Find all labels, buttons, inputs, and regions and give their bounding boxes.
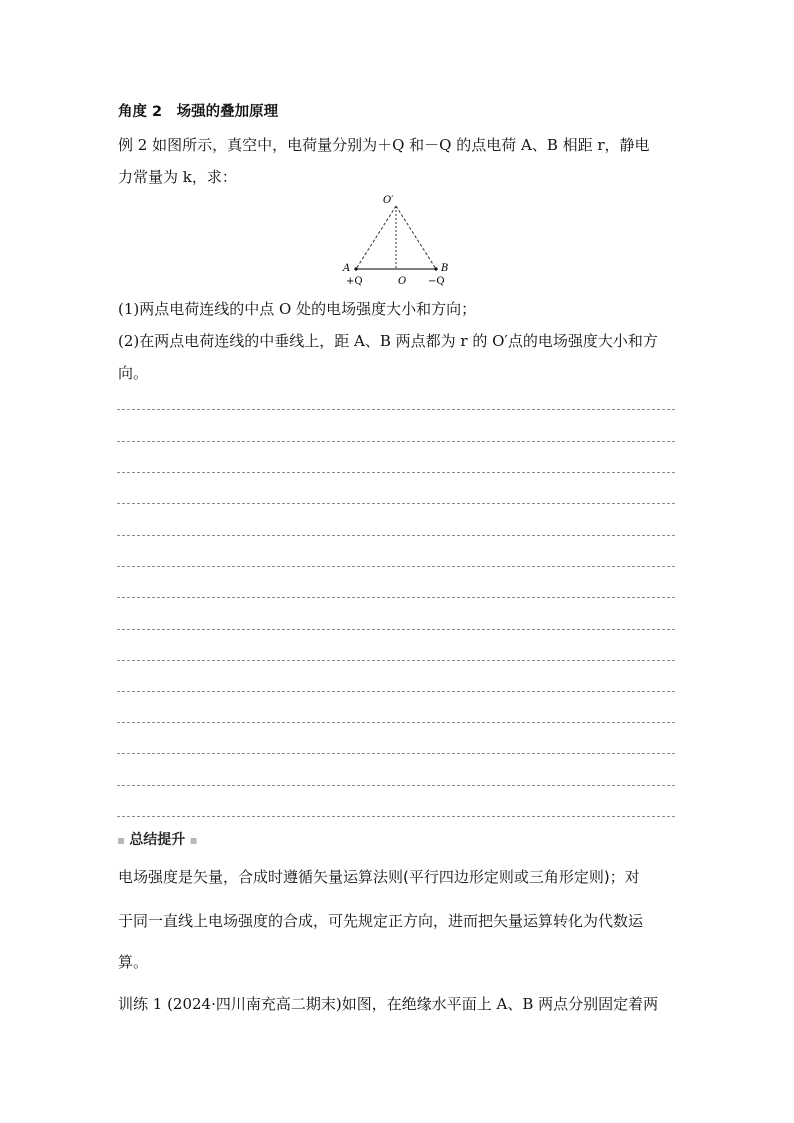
question-1: (1)两点电荷连线的中点 O 处的电场强度大小和方向； (118, 300, 477, 318)
answer-line[interactable] (117, 785, 675, 786)
charge-b-point (434, 267, 437, 270)
answer-line[interactable] (117, 660, 675, 661)
summary-line-1: 电场强度是矢量，合成时遵循矢量运算法则(平行四边形定则或三角形定则)；对 (118, 868, 640, 886)
label-o-prime: O′ (383, 195, 394, 206)
summary-line-3: 算。 (118, 953, 149, 971)
example-text-line-1: 例 2 如图所示，真空中，电荷量分别为＋Q 和－Q 的点电荷 A、B 相距 r，静电 (118, 136, 650, 154)
answer-line[interactable] (117, 503, 675, 504)
training-line-1: 训练 1 (2024·四川南充高二期末)如图，在绝缘水平面上 A、B 两点分别固定着两 (118, 995, 659, 1013)
summary-heading (117, 829, 198, 849)
question-2-line-1: (2)在两点电荷连线的中垂线上，距 A、B 两点都为 r 的 O′点的电场强度大小和方 (118, 332, 658, 350)
charge-a-point (354, 267, 357, 270)
section-heading: 角度 2 场强的叠加原理 (118, 104, 279, 120)
answer-line[interactable] (117, 409, 675, 410)
dashed-line-b (396, 206, 436, 269)
answer-line[interactable] (117, 535, 675, 536)
answer-line[interactable] (117, 816, 675, 817)
charge-diagram (338, 190, 458, 290)
answer-line[interactable] (117, 753, 675, 754)
answer-line[interactable] (117, 629, 675, 630)
answer-line[interactable] (117, 441, 675, 442)
bullet-dots-right: ▪ (185, 833, 198, 847)
label-minus-q: −Q (428, 276, 445, 287)
dashed-line-a (356, 206, 396, 269)
answer-line[interactable] (117, 722, 675, 723)
label-b: B (441, 263, 449, 274)
summary-line-2: 于同一直线上电场强度的合成，可先规定正方向，进而把矢量运算转化为代数运 (118, 912, 644, 930)
label-a: A (343, 263, 351, 274)
label-plus-q: +Q (346, 276, 363, 287)
answer-line[interactable] (117, 566, 675, 567)
answer-line[interactable] (117, 472, 675, 473)
answer-line[interactable] (117, 691, 675, 692)
example-text-line-2: 力常量为 k，求： (118, 168, 237, 186)
label-o: O (398, 276, 407, 287)
question-2-line-2: 向。 (118, 364, 149, 382)
bullet-dots-left: ▪ (117, 833, 130, 847)
answer-line[interactable] (117, 597, 675, 598)
summary-title: 总结提升 (129, 832, 186, 848)
